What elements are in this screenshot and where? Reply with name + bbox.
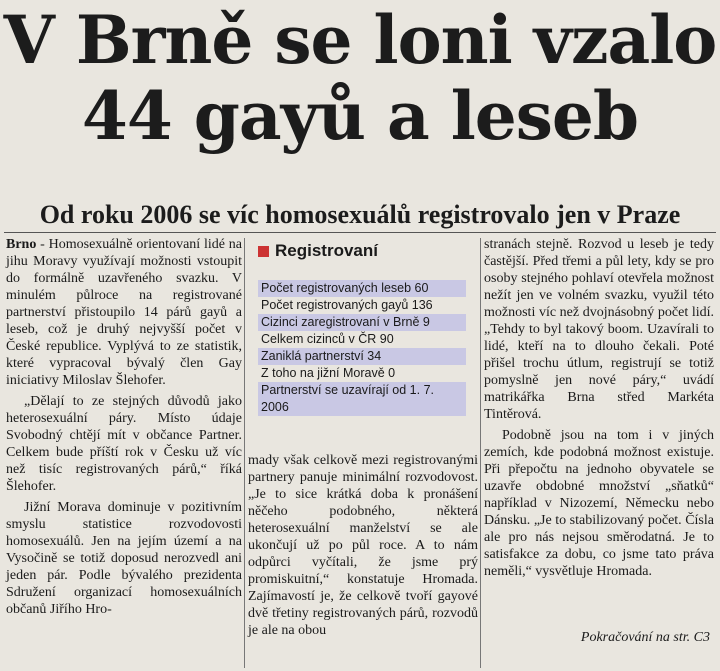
- headline-line-2: 44 gayů a leseb: [81, 77, 639, 155]
- stat-item: Zaniklá partnerství 34: [258, 348, 466, 365]
- headline-line-1: V Brně se loni vzalo: [3, 1, 717, 79]
- article-column-3: [484, 236, 714, 584]
- paragraph: Podobně jsou na tom i v jiných zemích, kde podobná možnost existuje. Při přepočtu na jednoho obyvatele se uzavře obdobné množství „sňatků“ například v Nizozemí, Německu nebo Dánsku. „Je to stabilizovaný počet. Čísla ale pro nás nejsou směrodatná. Je to satisfakce za dobu, co jsme tato práva neměli,“ vysvětluje Hromada.: [484, 428, 714, 579]
- paragraph: Jižní Morava dominuje v pozitivním smyslu statistice rozvodovosti homosexuálů. Jen na jejím území a na Vysočině se totiž doposud nerozvedl ani jeden pár. Podle bývalého prezidenta Sdružení organizací homosexuálních občanů Jiřího Hro-: [6, 500, 242, 617]
- stat-item: Počet registrovaných leseb 60: [258, 280, 466, 297]
- paragraph: „Dělají to ze stejných důvodů jako heterosexuální páry. Místo údaje Svobodný chtějí mít v občance Partner. Celkem bude příští rok v Česku už víc než tisíc registrovaných párů,“ říká Šlehofer.: [6, 394, 242, 494]
- column-divider-2: [480, 238, 481, 668]
- stat-item: Cizinci zaregistrovaní v Brně 9: [258, 314, 466, 331]
- subtitle: Od roku 2006 se víc homosexuálů registrovalo jen v Praze: [39, 200, 681, 229]
- square-bullet-icon: [258, 246, 269, 257]
- paragraph: mady však celkově mezi registrovanými partnery panuje minimální rozvodovost. „Je to sice krátká doba k pronášení něčeho podobného, některá heterosexuální manželství se ale ukončují už po půl roce. A to nám odpůrci vyčítali, že jsme prý promiskuitní,“ konstatuje Hromada. Zajímavostí je, že celkově tvoří gayové dvě třetiny registrovaných párů, rozvodů je ale na obou: [248, 453, 478, 638]
- stat-item: Z toho na jižní Moravě 0: [261, 366, 396, 380]
- article-column-1: [6, 236, 242, 622]
- paragraph-text: - Homosexuálně orientovaní lidé na jihu Moravy využívají možnosti vstoupit do formálně uzavřeného svazku. V minulém půlroce na registrované partnerství přistoupilo 14 párů gayů a leseb, což je druhý nejvyšší počet v České republice. Vyplývá to ze statistik, které vypracoval bývalý člen Gay iniciativy Miloslav Šlehofer.: [6, 237, 242, 388]
- paragraph: [6, 236, 242, 389]
- subtitle-rule: [4, 232, 716, 233]
- stat-item: Počet registrovaných gayů 136: [261, 298, 433, 312]
- continued-note: Pokračování na str. C3: [580, 630, 710, 645]
- stat-item: Partnerství se uzavírají od 1. 7. 2006: [258, 382, 466, 416]
- stats-box: [258, 240, 466, 416]
- dateline: Brno: [6, 237, 37, 252]
- article-column-2: [248, 452, 478, 643]
- stat-item: Celkem cizinců v ČR 90: [261, 332, 394, 346]
- headline: [0, 2, 720, 154]
- stats-box-title: [258, 240, 466, 262]
- stats-box-title-text: Registrovaní: [275, 241, 378, 260]
- column-divider-1: [244, 238, 245, 668]
- paragraph: stranách stejně. Rozvod u leseb je tedy častější. Před třemi a půl lety, kdy se pro osoby stejného pohlaví otevřela možnost nežít jen ve volném svazku, využil této možnosti víc než dvojnásobný počet lidí. „Tehdy to byl takový boom. Uzavírali to lidé, kteří na to dlouho čekali. Poté přišel trochu útlum, registrují se totiž pomyslně jen nové páry,“ uvádí matrikářka Brna střed Markéta Tintěrová.: [484, 237, 714, 422]
